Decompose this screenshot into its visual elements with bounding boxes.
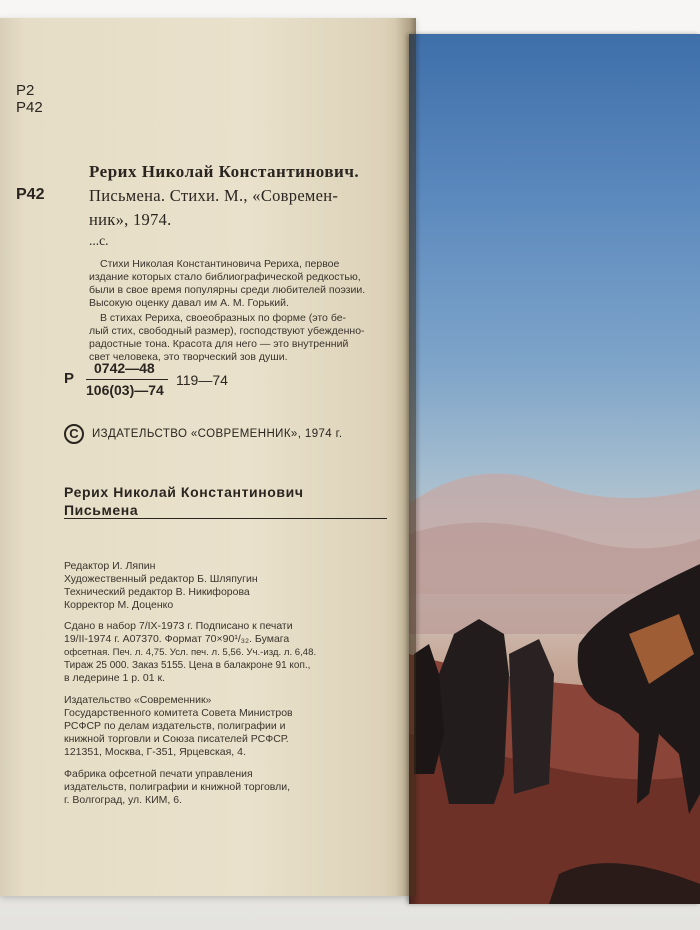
- formula-denominator: 106(03)—74: [86, 382, 164, 398]
- abstract-line-6: лый стих, свободный размер), господствуют убежденно-: [89, 325, 365, 337]
- abstract-line-2: издание которых стало библиографической редкостью,: [89, 271, 361, 283]
- print-line-1: Сдано в набор 7/IX-1973 г. Подписано к печати: [64, 620, 293, 632]
- abstract-line-7: радостные тона. Красота для него — это внутренний: [89, 338, 349, 350]
- abstract-line-4: Высокую оценку давал им А. М. Горький.: [89, 297, 289, 309]
- publisher-line-3: РСФСР по делам издательств, полиграфии и: [64, 720, 286, 732]
- index-code-2: Р42: [16, 99, 43, 116]
- formula-fraction-bar: [86, 379, 168, 380]
- illustration-plate: [409, 34, 700, 904]
- catalog-title-line-2: ник», 1974.: [89, 210, 172, 229]
- publisher-line-4: книжной торговли и Союза писателей РСФСР.: [64, 733, 289, 745]
- print-line-4: Тираж 25 000. Заказ 5155. Цена в балакроне 91 коп.,: [64, 660, 311, 671]
- staff-line-1: Редактор И. Ляпин: [64, 560, 156, 572]
- abstract-line-1: Стихи Николая Константиновича Рериха, первое: [100, 258, 340, 270]
- staff-line-4: Корректор М. Доценко: [64, 599, 174, 611]
- painting: [409, 34, 700, 904]
- publisher-line-5: 121351, Москва, Г-351, Ярцевская, 4.: [64, 746, 246, 758]
- copyright-icon: C: [64, 424, 84, 444]
- factory-line-3: г. Волгоград, ул. КИМ, 6.: [64, 794, 183, 806]
- publisher-line-2: Государственного комитета Совета Министров: [64, 707, 293, 719]
- catalog-author: Рерих Николай Константинович.: [89, 162, 360, 181]
- formula-letter: Р: [64, 370, 75, 387]
- catalog-code: Р42: [16, 186, 45, 203]
- staff-line-3: Технический редактор В. Никифорова: [64, 586, 250, 598]
- print-line-2: 19/II-1974 г. А07370. Формат 70×90¹/₃₂. Бумага: [64, 633, 290, 645]
- abstract-line-5: В стихах Рериха, своеобразных по форме (это бе-: [100, 312, 347, 324]
- book-page-left: [0, 18, 416, 896]
- print-line-5: в ледерине 1 р. 01 к.: [64, 672, 165, 684]
- abstract-line-3: были в свое время популярны среди любителей поэзии.: [89, 284, 366, 296]
- abstract-line-8: свет человека, это творческий зов души.: [89, 351, 288, 363]
- factory-line-2: издательств, полиграфии и книжной торговли,: [64, 781, 291, 793]
- copyright-text: ИЗДАТЕЛЬСТВО «СОВРЕМЕННИК», 1974 г.: [92, 428, 343, 440]
- colophon-author: Рерих Николай Константинович: [64, 484, 304, 500]
- formula-numerator: 0742—48: [94, 360, 155, 376]
- index-code-1: Р2: [16, 82, 35, 99]
- catalog-pages: ...с.: [89, 233, 109, 248]
- colophon-rule: [64, 518, 387, 519]
- colophon-title: Письмена: [64, 502, 139, 518]
- factory-line-1: Фабрика офсетной печати управления: [64, 768, 253, 780]
- staff-line-2: Художественный редактор Б. Шляпугин: [64, 573, 258, 585]
- print-line-3: офсетная. Печ. л. 4,75. Усл. печ. л. 5,56. Уч.-изд. л. 6,48.: [64, 647, 317, 658]
- formula-suffix: 119—74: [176, 372, 228, 388]
- catalog-title-line-1: Письмена. Стихи. М., «Современ-: [89, 186, 339, 205]
- page-gutter-shadow: [395, 18, 416, 896]
- publisher-line-1: Издательство «Современник»: [64, 694, 212, 706]
